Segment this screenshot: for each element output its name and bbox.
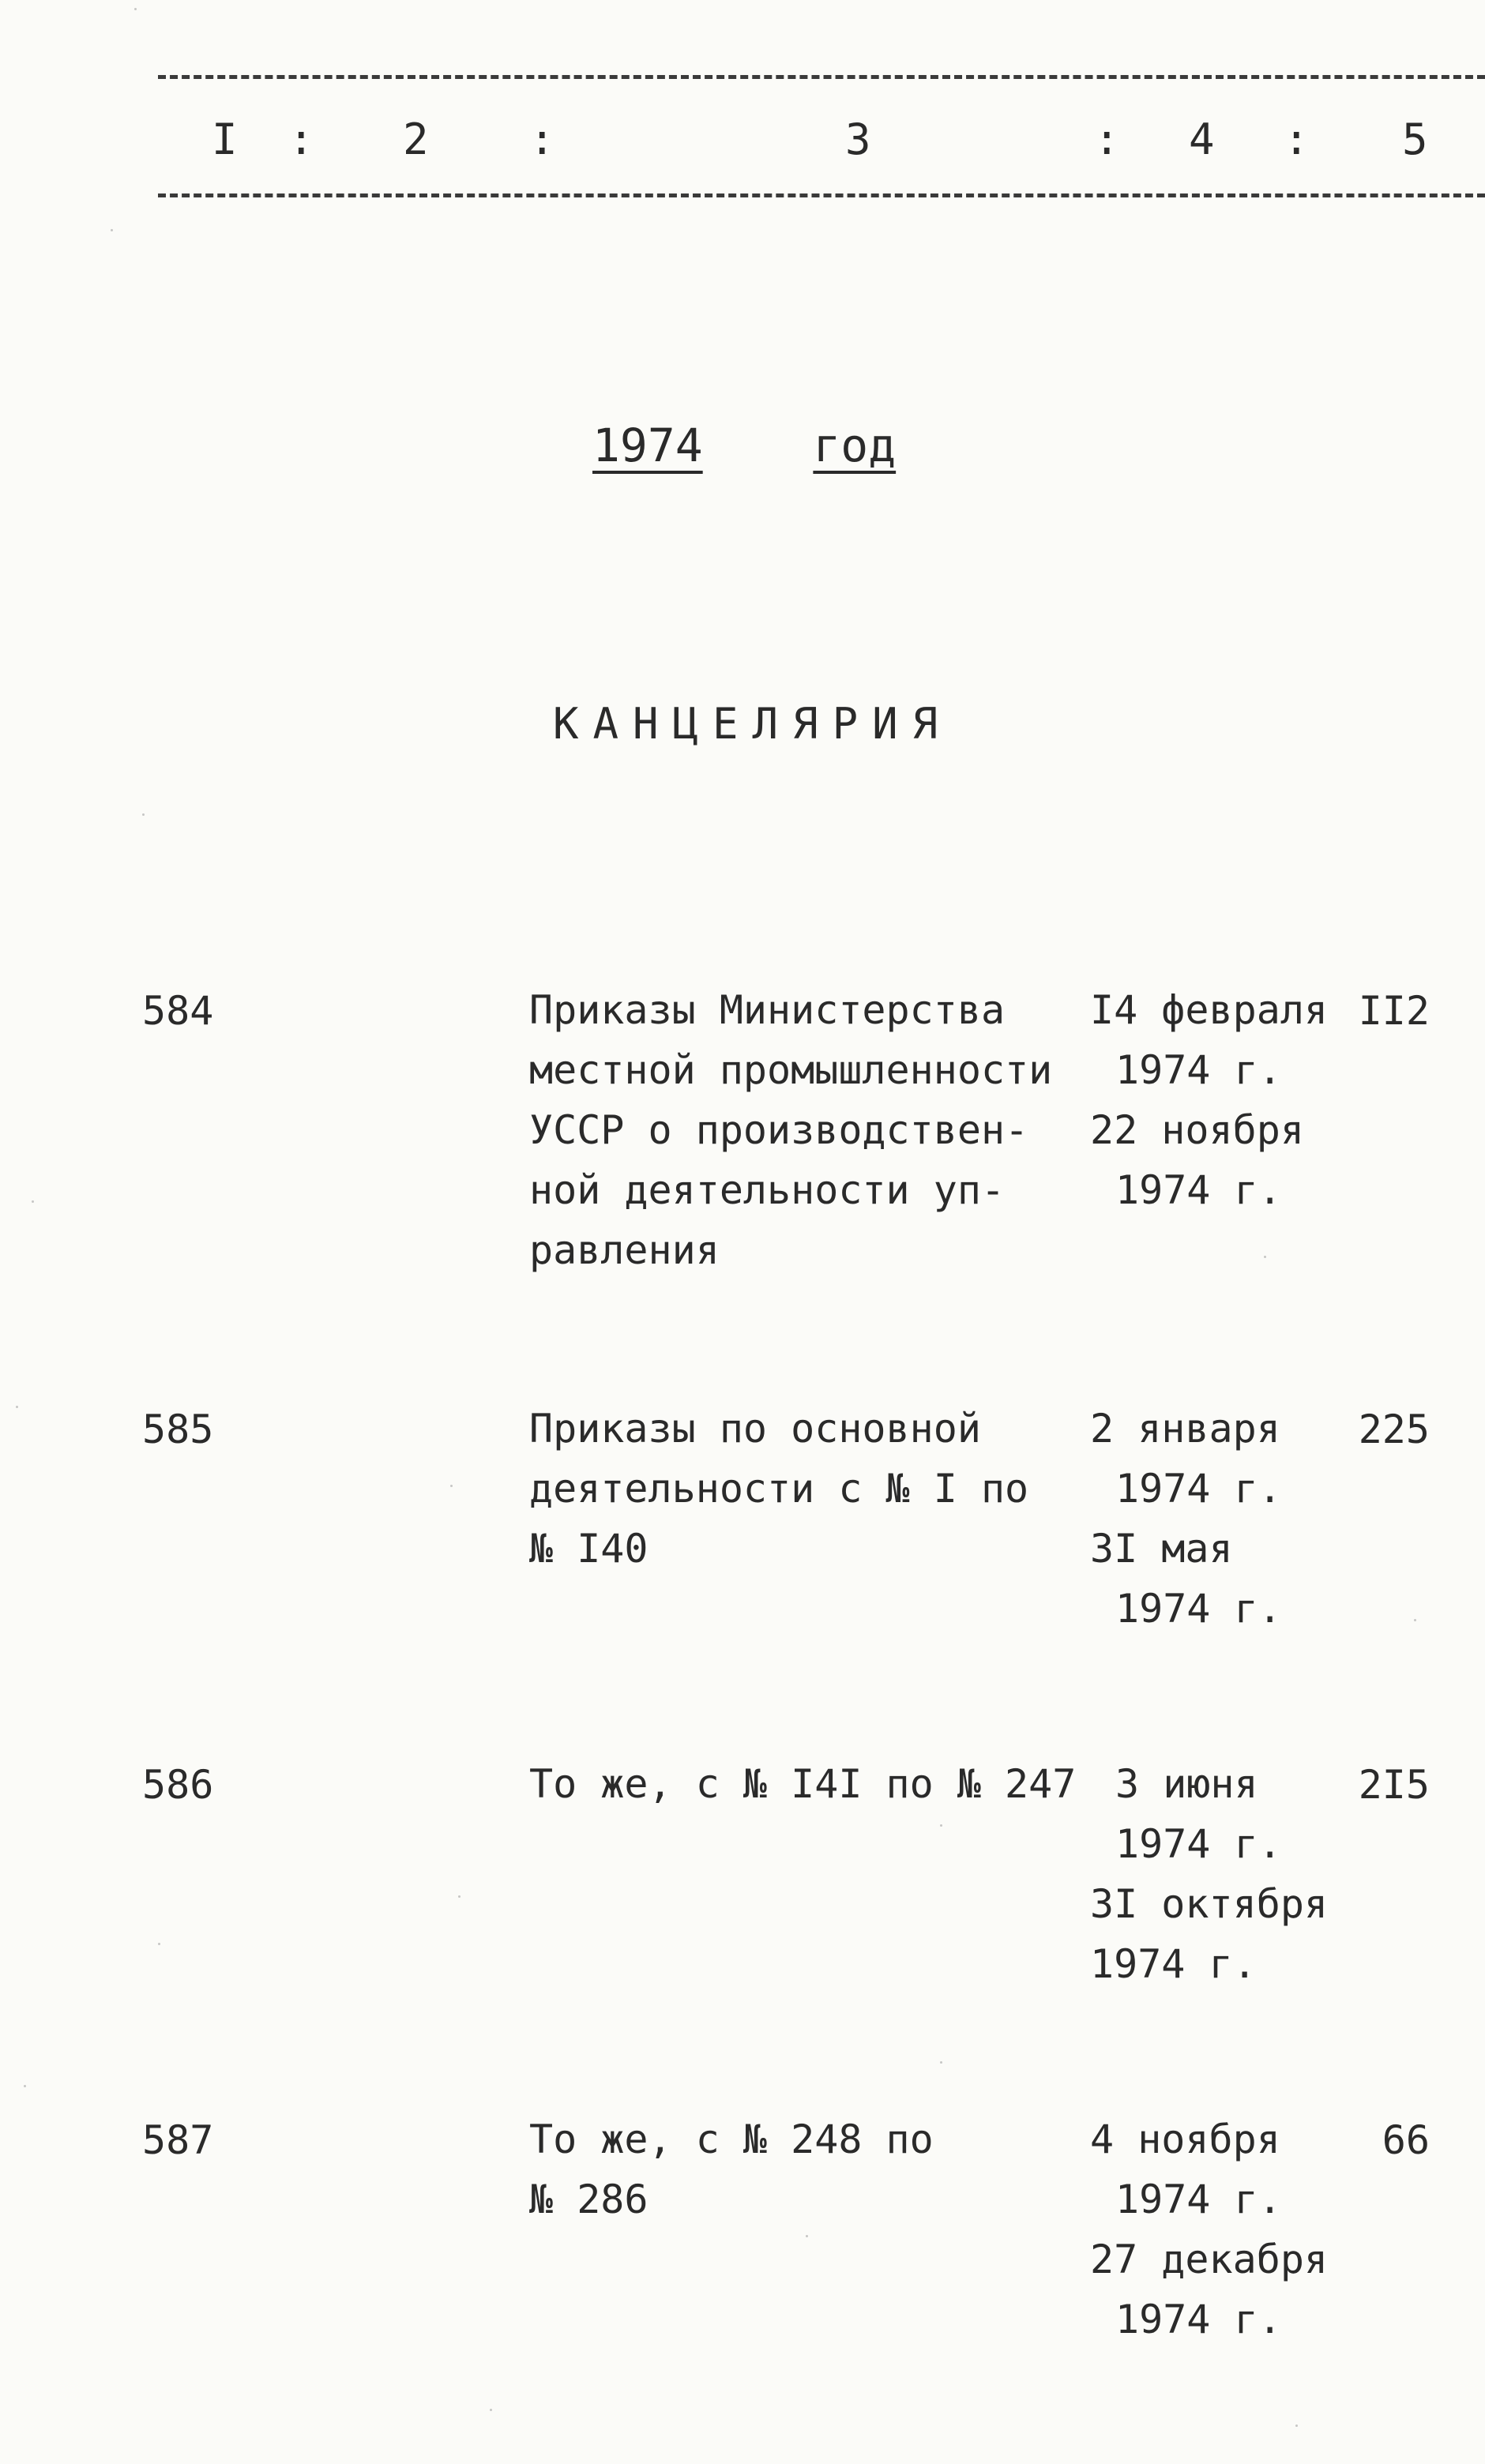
entry-title-line: равления <box>529 1227 720 1273</box>
paper-speck <box>142 813 145 816</box>
entry-number: 584 <box>142 988 214 1034</box>
department-heading: КАНЦЕЛЯРИЯ <box>553 699 953 749</box>
column-separator: : <box>529 115 555 164</box>
entry-end-year: 1974 г. <box>1090 1941 1257 1987</box>
entry-title-line: № 286 <box>529 2177 649 2222</box>
entry-end-year: 1974 г. <box>1115 1586 1282 1632</box>
column-separator: : <box>288 115 314 164</box>
entry-end-date: 27 декабря <box>1090 2237 1329 2282</box>
header-top-dashed-rule <box>158 75 1485 79</box>
entry-dates <box>1090 2109 1351 2349</box>
entry-start-date: 3 июня <box>1115 1761 1258 1807</box>
entry-title <box>529 1399 1090 1579</box>
column-number-4: 4 <box>1189 115 1215 164</box>
year-word: год <box>813 419 897 472</box>
paper-speck <box>134 8 137 10</box>
paper-speck <box>1414 1619 1416 1621</box>
entry-end-year: 1974 г. <box>1115 2297 1282 2342</box>
entry-number: 585 <box>142 1407 214 1452</box>
entry-title-line: То же, с № I4I по № 247 <box>529 1761 1077 1807</box>
entry-start-year: 1974 г. <box>1115 1821 1282 1867</box>
header-bottom-dashed-rule <box>158 193 1485 197</box>
year-heading <box>592 419 897 472</box>
entry-sheet-count: 225 <box>1358 1407 1430 1452</box>
paper-speck <box>158 1943 160 1945</box>
entry-title-line: Приказы Министерства <box>529 987 1006 1033</box>
column-separator: : <box>1284 115 1310 164</box>
entry-start-date: 4 ноября <box>1090 2117 1280 2162</box>
entry-title-line: местной промышленности <box>529 1047 1053 1093</box>
entry-start-year: 1974 г. <box>1115 2177 1282 2222</box>
column-separator: : <box>1094 115 1120 164</box>
paper-speck <box>111 229 113 231</box>
entry-start-year: 1974 г. <box>1115 1466 1282 1512</box>
paper-speck <box>940 1824 942 1827</box>
entry-title <box>529 2109 1090 2229</box>
entry-dates <box>1090 1754 1351 1994</box>
paper-speck <box>490 2409 492 2411</box>
paper-speck <box>32 1200 34 1203</box>
paper-speck <box>940 2061 942 2064</box>
entry-end-date: 3I октября <box>1090 1881 1329 1927</box>
entry-title-line: ной деятельности уп- <box>529 1167 1006 1213</box>
year-value: 1974 <box>592 419 703 472</box>
column-number-2: 2 <box>403 115 429 164</box>
entry-start-year: 1974 г. <box>1115 1047 1282 1093</box>
entry-title-line: деятельности с № I по <box>529 1466 1029 1512</box>
column-number-5: 5 <box>1402 115 1428 164</box>
paper-speck <box>1295 2425 1298 2427</box>
entry-number: 587 <box>142 2117 214 2163</box>
year-heading-spacer <box>703 419 814 472</box>
entry-title <box>529 1754 1090 1814</box>
entry-end-date: 3I мая <box>1090 1526 1233 1572</box>
entry-sheet-count: 2I5 <box>1358 1762 1430 1808</box>
paper-speck <box>458 1895 461 1898</box>
entry-title-line: То же, с № 248 по <box>529 2117 934 2162</box>
entry-start-date: I4 февраля <box>1090 987 1329 1033</box>
entry-title-line: № I40 <box>529 1526 649 1572</box>
paper-speck <box>1264 1256 1266 1258</box>
entry-title-line: Приказы по основной <box>529 1406 981 1452</box>
entry-title <box>529 980 1090 1280</box>
column-number-1: I <box>212 115 238 164</box>
paper-speck <box>24 2085 26 2087</box>
entry-sheet-count: 66 <box>1382 2117 1430 2163</box>
entry-end-year: 1974 г. <box>1115 1167 1282 1213</box>
entry-start-date: 2 января <box>1090 1406 1280 1452</box>
entry-dates <box>1090 980 1351 1220</box>
entry-dates <box>1090 1399 1351 1639</box>
paper-speck <box>806 2235 808 2237</box>
entry-title-line: УССР о производствен- <box>529 1107 1029 1153</box>
paper-speck <box>16 1406 18 1408</box>
entry-number: 586 <box>142 1762 214 1808</box>
entry-sheet-count: II2 <box>1358 988 1430 1034</box>
entry-end-date: 22 ноября <box>1090 1107 1304 1153</box>
paper-speck <box>450 1485 453 1487</box>
column-number-3: 3 <box>845 115 871 164</box>
